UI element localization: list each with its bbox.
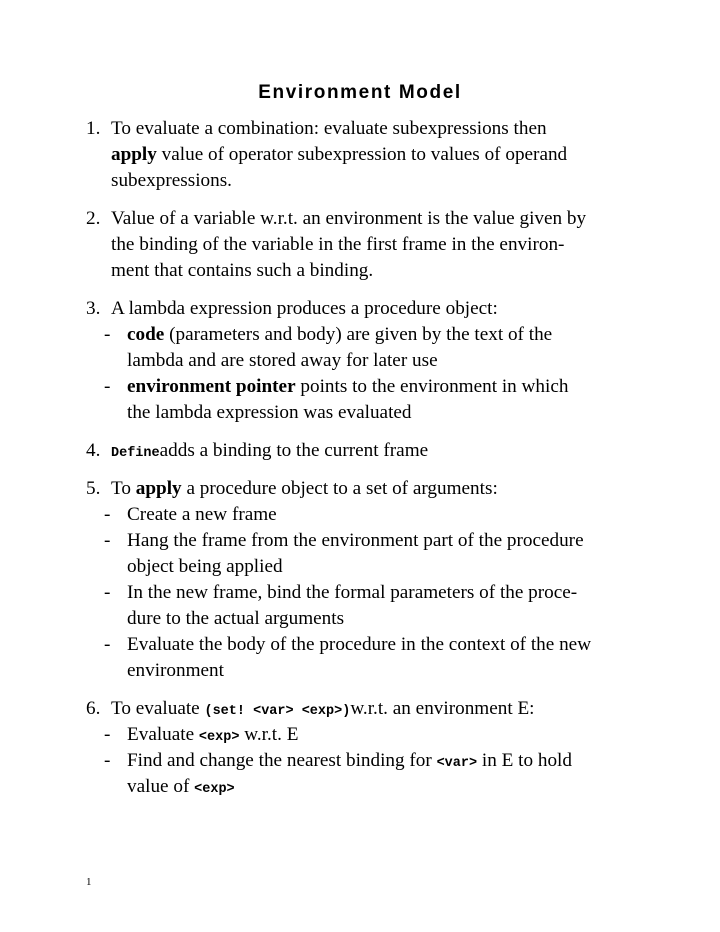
item-text	[111, 476, 498, 502]
item-number: 5.	[86, 478, 101, 499]
sub-item-text: In the new frame, bind the formal parameters of the proce-	[127, 582, 578, 603]
code-term: <exp>	[194, 782, 235, 797]
dash-bullet: -	[104, 724, 111, 745]
sub-item-text: Create a new frame	[127, 504, 277, 525]
text-run: value of operator subexpression to values of operand	[156, 144, 568, 165]
item-number: 3.	[86, 298, 101, 319]
text-run: w.r.t. an environment E:	[350, 698, 535, 719]
text-run: To	[111, 478, 136, 499]
code-term: <exp>	[198, 730, 240, 745]
text-run: To evaluate	[111, 698, 205, 719]
page-number: 1	[86, 876, 92, 888]
sub-item-text: Hang the frame from the environment part of the procedure	[127, 530, 584, 551]
text-run: a procedure object to a set of arguments:	[181, 478, 498, 499]
sub-item-text	[127, 722, 298, 751]
sub-item-text	[127, 322, 552, 348]
sub-item-text: lambda and are stored away for later use	[127, 350, 438, 371]
item-number: 1.	[86, 118, 101, 139]
text-run: (parameters and body) are given by the text of the	[164, 324, 553, 345]
sub-item-text: environment	[127, 660, 224, 681]
item-text: Value of a variable w.r.t. an environment is the value given by	[111, 208, 587, 229]
text-run: in E to hold	[477, 750, 572, 771]
sub-item-text: the lambda expression was evaluated	[127, 402, 412, 423]
text-run: Evaluate	[127, 724, 199, 745]
dash-bullet: -	[104, 504, 111, 525]
item-number: 2.	[86, 208, 101, 229]
sub-item-text	[127, 774, 235, 803]
sub-item-text: object being applied	[127, 556, 283, 577]
bold-term: apply	[111, 144, 157, 165]
text-run: points to the environment in which	[295, 376, 569, 397]
sub-item-text: dure to the actual arguments	[127, 608, 345, 629]
bold-term: code	[127, 324, 165, 345]
item-text: A lambda expression produces a procedure object:	[111, 298, 498, 319]
code-term: Define	[111, 446, 160, 461]
dash-bullet: -	[104, 634, 111, 655]
item-text	[111, 142, 567, 168]
dash-bullet: -	[104, 324, 111, 345]
text-run: w.r.t. E	[239, 724, 299, 745]
dash-bullet: -	[104, 530, 111, 551]
code-term: (set! <var> <exp>)	[204, 704, 351, 719]
item-text	[111, 438, 428, 467]
sub-item-text: Evaluate the body of the procedure in the context of the new	[127, 634, 592, 655]
code-term: <var>	[436, 756, 478, 771]
bold-term: apply	[135, 478, 182, 499]
sub-item-text	[127, 374, 568, 400]
item-number: 6.	[86, 698, 101, 719]
item-text: subexpressions.	[111, 170, 232, 191]
text-run: Find and change the nearest binding for	[127, 750, 437, 771]
bold-term: environment pointer	[127, 376, 296, 397]
dash-bullet: -	[104, 750, 111, 771]
item-number: 4.	[86, 440, 101, 461]
dash-bullet: -	[104, 582, 111, 603]
dash-bullet: -	[104, 376, 111, 397]
item-text: To evaluate a combination: evaluate subexpressions then	[111, 118, 547, 139]
item-text: ment that contains such a binding.	[111, 260, 374, 281]
sub-item-text	[127, 748, 572, 777]
page-title: Environment Model	[258, 82, 462, 103]
item-text: the binding of the variable in the first frame in the environ-	[111, 234, 565, 255]
text-run: value of	[127, 776, 195, 797]
text-run: adds a binding to the current frame	[159, 440, 429, 461]
item-text	[111, 696, 535, 725]
